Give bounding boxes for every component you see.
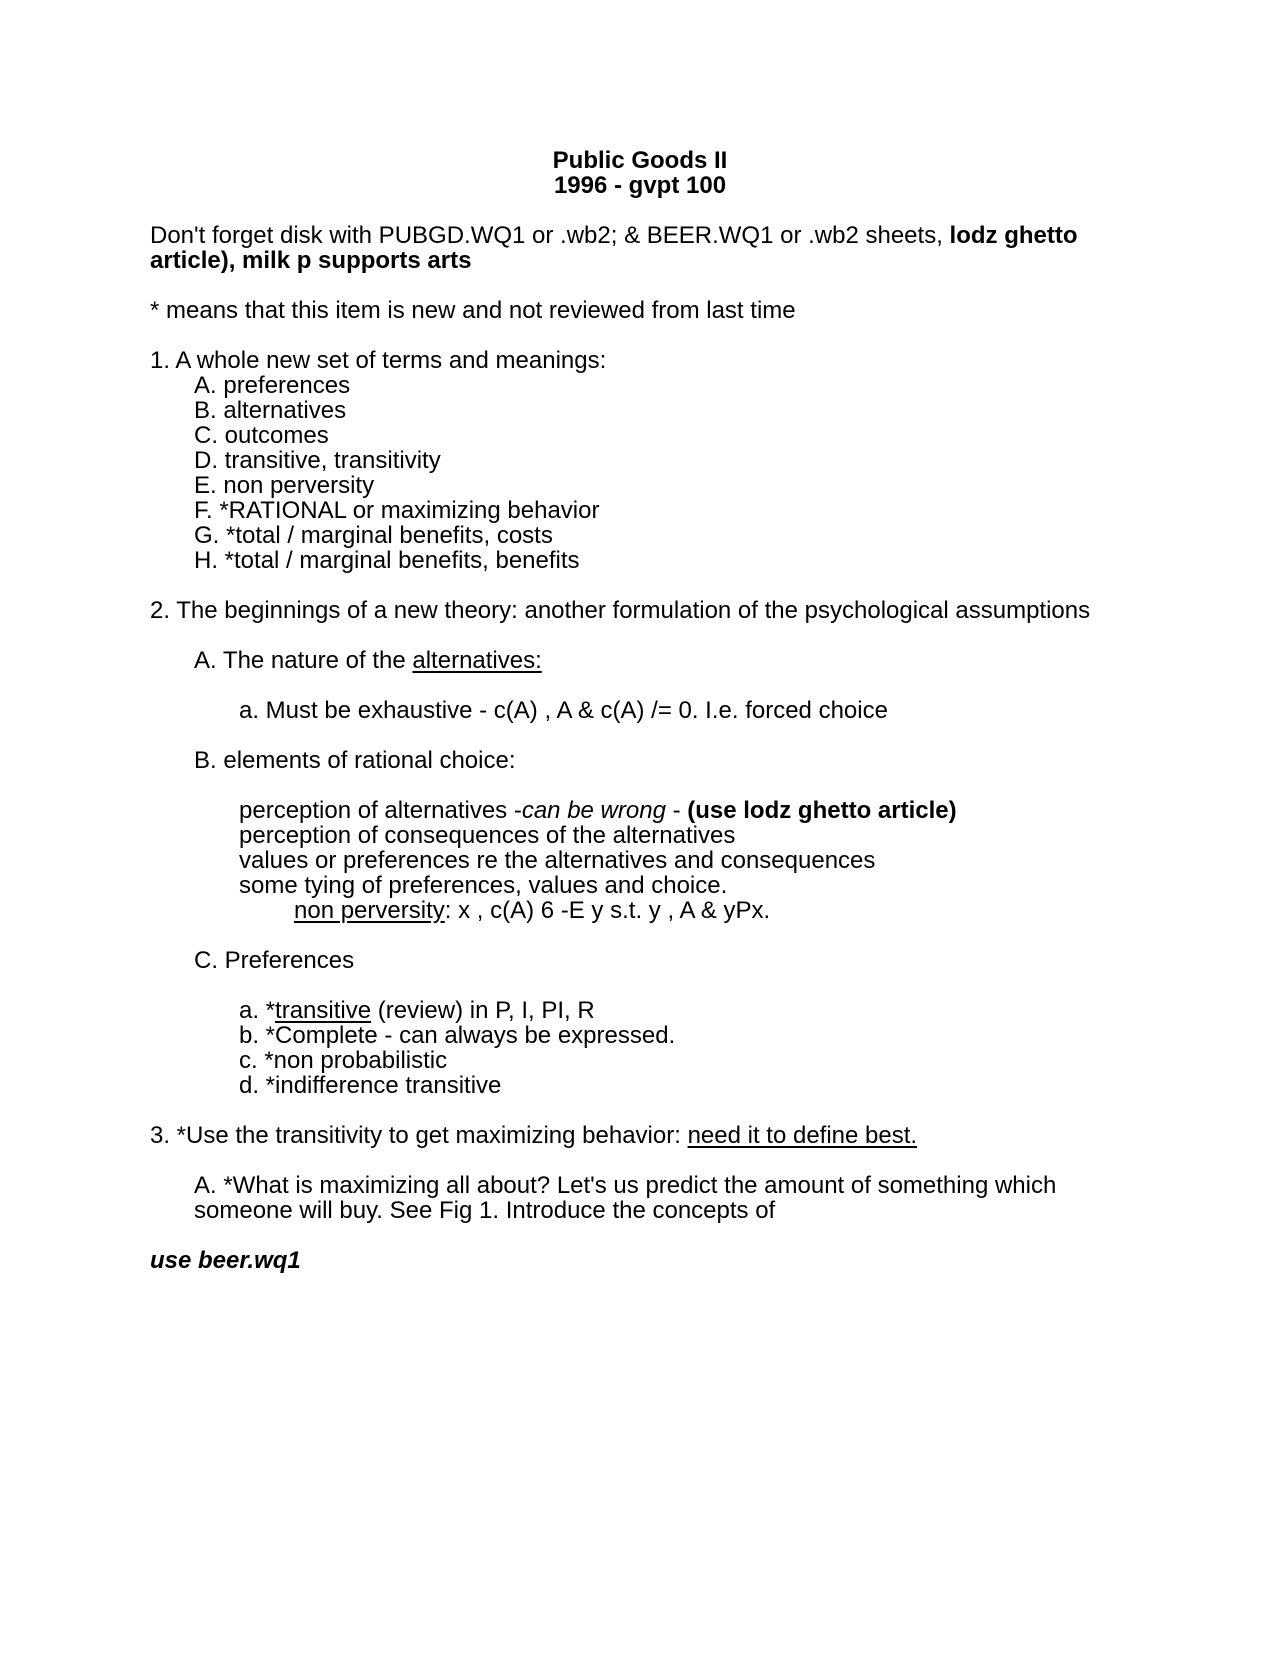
non-perversity-def: : x , c(A) 6 -E y s.t. y , A & yPx. [444, 897, 771, 924]
b-line-1-bold: (use lodz ghetto article) [687, 797, 957, 824]
section-2-a [150, 648, 1130, 673]
term-item: B. alternatives [194, 397, 347, 424]
b-line-1-dash: - [665, 797, 688, 824]
section-2-b-line-3: values or preferences re the alternatives and consequences [239, 847, 876, 874]
section-1-heading: 1. A whole new set of terms and meanings: [150, 347, 607, 374]
reminder-bold-1: lodz ghetto [949, 222, 1078, 249]
section-2-c-a [150, 998, 1130, 1023]
term-item: E. non perversity [194, 472, 375, 499]
section-1 [150, 348, 1130, 573]
term-item: H. *total / marginal benefits, benefits [194, 547, 580, 574]
section-2-c-d: d. *indifference transitive [239, 1072, 502, 1099]
section-3-a-line-1: A. *What is maximizing all about? Let's us predict the amount of something which [194, 1172, 1057, 1199]
term-item: C. outcomes [194, 422, 329, 449]
term-item: D. transitive, transitivity [194, 447, 441, 474]
section-2-a-underlined: alternatives: [412, 647, 542, 674]
section-2-b-line-1 [150, 798, 1130, 823]
term-item: G. *total / marginal benefits, costs [194, 522, 553, 549]
section-2-b: B. elements of rational choice: [194, 747, 516, 774]
c-a-underlined: transitive [275, 997, 372, 1024]
section-3 [150, 1123, 1130, 1223]
reminder-text: Don't forget disk with PUBGD.WQ1 or .wb2; & BEER.WQ1 or .wb2 sheets, [150, 222, 950, 249]
b-line-1-plain: perception of alternatives - [239, 797, 522, 824]
title-line-1: Public Goods II [552, 147, 728, 174]
section-3-heading-underlined: need it to define best. [687, 1122, 918, 1149]
section-2-b-line-2: perception of consequences of the alternatives [239, 822, 736, 849]
b-line-1-italic: can be wrong [521, 797, 666, 824]
c-a-prefix: a. * [239, 997, 276, 1024]
document-page [150, 148, 1130, 1273]
section-2-heading: 2. The beginnings of a new theory: another formulation of the psychological assumptions [150, 597, 1091, 624]
doc-title [150, 148, 1130, 198]
reminder-paragraph [150, 223, 1130, 273]
section-2-c-c: c. *non probabilistic [239, 1047, 448, 1074]
section-3-a-line-2: someone will buy. See Fig 1. Introduce the concepts of [194, 1197, 776, 1224]
term-item: A. preferences [194, 372, 351, 399]
section-2 [150, 598, 1130, 1098]
title-line-2: 1996 - gvpt 100 [553, 172, 727, 199]
asterisk-note: * means that this item is new and not reviewed from last time [150, 297, 796, 324]
section-2-b-line-5 [150, 898, 1130, 923]
section-2-a-a: a. Must be exhaustive - c(A) , A & c(A) /= 0. I.e. forced choice [239, 697, 888, 724]
section-2-c-b: b. *Complete - can always be expressed. [239, 1022, 676, 1049]
section-2-a-prefix: A. The nature of the [194, 647, 413, 674]
non-perversity-term: non perversity [294, 897, 445, 924]
section-2-c: C. Preferences [194, 947, 355, 974]
section-3-heading-plain: 3. *Use the transitivity to get maximizing behavior: [150, 1122, 688, 1149]
footer-note: use beer.wq1 [150, 1247, 301, 1274]
reminder-bold-2: article), milk p supports arts [150, 247, 472, 274]
c-a-rest: (review) in P, I, PI, R [371, 997, 595, 1024]
section-3-heading [150, 1123, 1130, 1148]
term-item: F. *RATIONAL or maximizing behavior [194, 497, 600, 524]
section-2-b-line-4: some tying of preferences, values and choice. [239, 872, 728, 899]
